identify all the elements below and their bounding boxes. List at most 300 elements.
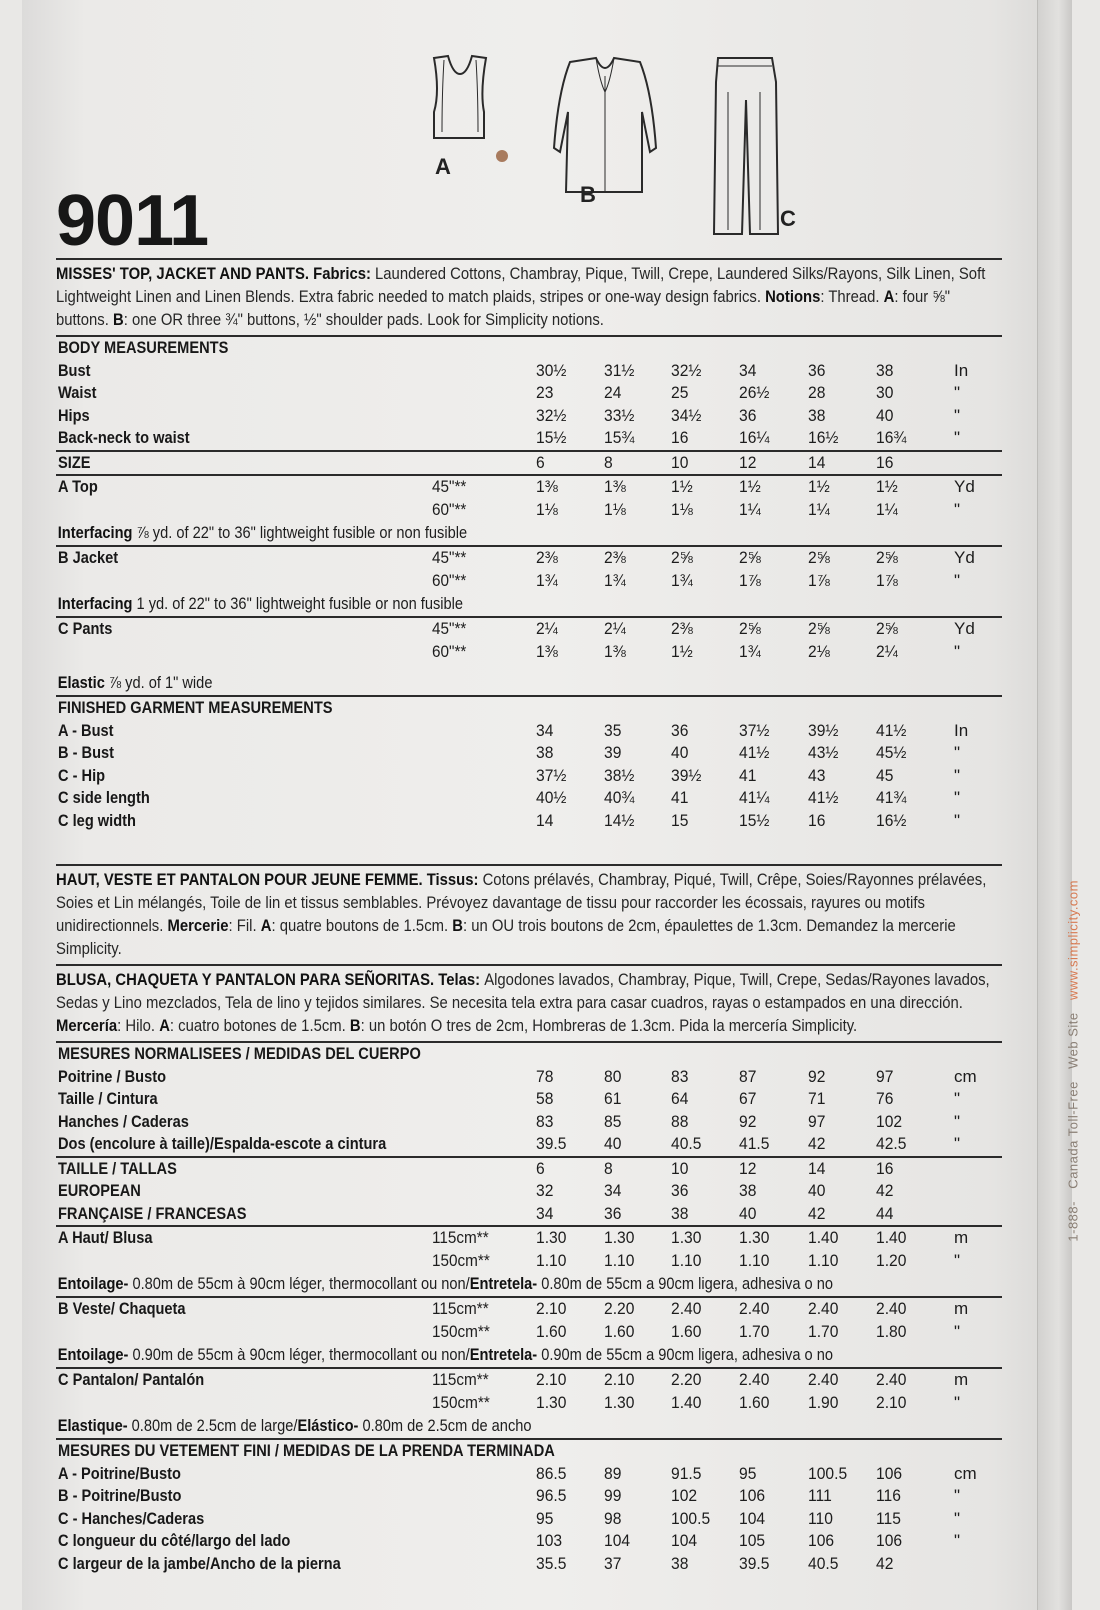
metric-finished-row: [56, 1463, 1002, 1486]
size-value: 16¾: [876, 428, 907, 447]
size-value: 1¾: [671, 570, 693, 590]
size-value: 39.5: [739, 1553, 770, 1573]
unit-label: ": [954, 765, 961, 785]
size-value: 2.40: [671, 1299, 702, 1318]
view-b-label: B: [580, 182, 596, 207]
size-value: 2⅝: [876, 619, 898, 638]
metric-size-row: [56, 1158, 1002, 1181]
size-value: 1.30: [671, 1228, 702, 1247]
size-value: 2⅝: [808, 548, 830, 567]
metric-finished-row: [56, 1508, 1002, 1531]
en-description-part: : four ⅝" buttons.: [56, 288, 951, 329]
size-value: 2⅜: [604, 548, 626, 567]
notions-term: Elastic: [57, 673, 105, 692]
size-value: 14½: [604, 810, 635, 830]
size-value: 16: [876, 452, 894, 472]
size-value: 35.5: [536, 1553, 567, 1573]
top-sketch: [434, 56, 486, 138]
size-value: 16½: [808, 428, 839, 447]
finished-row: [56, 742, 1002, 765]
es-description-part: : cuatro botones de 1.5cm.: [169, 1017, 350, 1035]
size-value: 100.5: [671, 1508, 711, 1528]
size-value: 44: [876, 1203, 894, 1223]
unit-label: ": [954, 428, 961, 447]
unit-label: ": [954, 405, 961, 425]
size-value: 16: [808, 810, 826, 830]
size-value: 1¼: [876, 499, 898, 519]
size-value: 83: [671, 1066, 689, 1086]
metric-body-row: [56, 1133, 1002, 1156]
size-value: 2.40: [739, 1370, 770, 1389]
size-value: 67: [739, 1089, 757, 1108]
metric-finished-row: [56, 1530, 1002, 1553]
size-value: 102: [876, 1111, 903, 1131]
notions-detail: 0.80m de 2.5cm de large/: [127, 1416, 298, 1435]
size-row: [56, 452, 1002, 475]
unit-label: ": [954, 1486, 961, 1505]
divider: [56, 258, 1002, 260]
notions-term: Entoilage-: [57, 1345, 129, 1364]
size-value: 1.10: [536, 1250, 567, 1270]
unit-label: ": [954, 499, 961, 519]
size-value: 2.40: [808, 1299, 839, 1318]
unit-label: In: [954, 360, 969, 380]
fabric-width: 45"**: [432, 548, 467, 567]
en-description: [56, 263, 1001, 332]
unit-label: ": [954, 1321, 961, 1341]
unit-label: m: [954, 1299, 969, 1318]
size-value: 1.10: [671, 1250, 702, 1270]
body-measure-row: [56, 405, 1002, 428]
spacer: [56, 832, 1002, 864]
size-value: 97: [808, 1111, 826, 1131]
fr-description: [56, 869, 1001, 961]
size-value: 42: [808, 1134, 826, 1153]
size-value: 1⅜: [604, 641, 626, 661]
size-value: 38: [876, 360, 894, 380]
yardage-row: [56, 476, 1002, 499]
en-description-part: Notions: [765, 288, 821, 306]
size-value: 2.40: [739, 1299, 770, 1318]
size-value: 2¼: [876, 641, 898, 661]
size-value: 35: [604, 720, 622, 740]
size-value: 16½: [876, 810, 907, 830]
spacer: [56, 663, 1002, 671]
fabric-width: 60"**: [432, 499, 467, 519]
fabric-width: 60"**: [432, 570, 467, 590]
metric-yardage-row: [56, 1227, 1002, 1250]
en-description-part: : one OR three ¾" buttons, ½" shoulder pads. Look for Simplicity notions.: [123, 311, 604, 329]
size-value: 1½: [876, 477, 898, 496]
metric-body-row-label: Taille / Cintura: [58, 1089, 158, 1108]
metric-body-row: [56, 1066, 1002, 1089]
size-value: 40: [671, 743, 689, 762]
size-value: 23: [536, 383, 554, 402]
notions-detail: 0.80m de 55cm à 90cm léger, thermocollant ou non/: [128, 1274, 470, 1293]
size-value: 39.5: [536, 1134, 567, 1153]
size-value: 1⅞: [739, 570, 761, 590]
es-description-part: Algodones lavados, Chambray, Pique, Twill, Crepe, Sedas/Rayones lavados, Sedas y Lino mezclados, Tela de lino y tejidos similares. Se necesita tela extra para casar cuadros, rayas o estampados en una dirección.: [56, 971, 990, 1012]
notions-note: [56, 671, 870, 695]
metric-yardage-row: [56, 1298, 1002, 1321]
unit-label: ": [954, 1392, 961, 1412]
es-description-part: : Hilo.: [117, 1017, 160, 1035]
size-value: 87: [739, 1066, 757, 1086]
size-value: 38: [671, 1553, 689, 1573]
size-value: 105: [739, 1531, 766, 1550]
size-value: 1.90: [808, 1392, 839, 1412]
size-value: 41¼: [739, 788, 770, 807]
size-value: 2⅝: [739, 619, 761, 638]
size-value: 40.5: [808, 1553, 839, 1573]
size-value: 34: [739, 360, 757, 380]
size-value: 41¾: [876, 788, 907, 807]
metric-yardage-row-label: A Haut/ Blusa: [58, 1228, 153, 1247]
size-value: 1.30: [739, 1228, 770, 1247]
unit-label: ": [954, 810, 961, 830]
size-value: 2.20: [604, 1299, 635, 1318]
size-value: 31½: [604, 360, 635, 380]
size-value: 14: [808, 452, 826, 472]
size-value: 64: [671, 1089, 689, 1108]
size-value: 1⅞: [808, 570, 830, 590]
size-value: 38½: [604, 765, 635, 785]
unit-label: Yd: [954, 477, 975, 496]
size-value: 110: [808, 1508, 833, 1528]
en-description-part: A: [883, 288, 895, 306]
fr-description-part: A: [260, 917, 272, 935]
size-value: 16¼: [739, 428, 770, 447]
size-value: 24: [604, 383, 622, 402]
en-description-part: B: [112, 311, 124, 329]
size-value: 16: [671, 428, 689, 447]
size-value: 42: [876, 1181, 894, 1200]
notions-detail: 1 yd. of 22" to 36" lightweight fusible or non fusible: [132, 594, 464, 613]
size-value: 111: [808, 1486, 832, 1505]
size-value: 1.40: [671, 1392, 702, 1412]
fabric-width: 150cm**: [432, 1250, 490, 1270]
size-value: 58: [536, 1089, 554, 1108]
size-value: 1½: [739, 477, 761, 496]
en-description-part: Fabrics:: [313, 265, 376, 283]
body-measure-row: [56, 427, 1002, 450]
size-value: 42.5: [876, 1134, 907, 1153]
pattern-details: [56, 258, 1002, 1575]
fabric-width: 115cm**: [432, 1228, 489, 1247]
metric-finished-title: [56, 1440, 1002, 1463]
size-value: 2.20: [671, 1370, 702, 1389]
finished-row: [56, 720, 1002, 743]
size-value: 2⅜: [671, 619, 693, 638]
size-value: 41: [739, 765, 757, 785]
view-c-label: C: [780, 206, 796, 231]
body-measurements-title: [56, 337, 1002, 360]
metric-finished-row: [56, 1553, 1002, 1576]
size-value: 26½: [739, 383, 770, 402]
size-value: 104: [671, 1531, 698, 1550]
size-value: 38: [808, 405, 826, 425]
size-value: 41½: [739, 743, 770, 762]
size-value: 14: [536, 810, 554, 830]
size-value: 28: [808, 383, 826, 402]
size-value: 1.10: [739, 1250, 770, 1270]
notions-detail: ⅞ yd. of 22" to 36" lightweight fusible or non fusible: [132, 523, 468, 542]
size-value: 86.5: [536, 1463, 567, 1483]
size-value: 41½: [808, 788, 839, 807]
notions-detail: ⅞ yd. of 1" wide: [104, 673, 213, 692]
size-value: 116: [876, 1486, 901, 1505]
size-value: 1⅜: [536, 477, 558, 496]
notions-term: Entretela-: [469, 1274, 538, 1293]
metric-finished-row-label: C longueur du côté/largo del lado: [58, 1531, 291, 1550]
body-measure-row-label: Back-neck to waist: [58, 428, 190, 447]
metric-finished-row-label: A - Poitrine/Busto: [58, 1463, 181, 1483]
es-description-part: A: [159, 1017, 170, 1035]
fr-description-part: : quatre boutons de 1.5cm.: [271, 917, 453, 935]
es-description-part: B: [349, 1017, 361, 1035]
view-a-label: A: [435, 154, 451, 179]
unit-label: ": [954, 743, 961, 762]
size-value: 1⅜: [604, 477, 626, 496]
size-value: 2⅝: [808, 619, 830, 638]
metric-body-row: [56, 1111, 1002, 1134]
size-value: 37½: [739, 720, 770, 740]
finished-row-label: C side length: [58, 788, 150, 807]
notions-term: Elastique-: [57, 1416, 128, 1435]
size-value: 76: [876, 1089, 894, 1108]
notions-detail: 0.80m de 55cm a 90cm ligera, adhesiva o no: [537, 1274, 833, 1293]
fr-description-part: HAUT, VESTE ET PANTALON POUR JEUNE FEMME.: [56, 871, 427, 889]
fabric-width: 150cm**: [432, 1321, 490, 1341]
size-value: 2.10: [536, 1370, 567, 1389]
fr-description-part: : Fil.: [228, 917, 261, 935]
size-value: 15½: [739, 810, 770, 830]
size-value: 106: [876, 1531, 903, 1550]
size-value: 1⅞: [876, 570, 898, 590]
size-value: 32½: [536, 405, 567, 425]
size-value: 2¼: [604, 619, 626, 638]
size-value: 43½: [808, 743, 839, 762]
metric-yardage-row: [56, 1250, 1002, 1273]
unit-label: ": [954, 1134, 961, 1153]
finished-title: [56, 697, 1002, 720]
size-value: 71: [808, 1089, 826, 1108]
size-value: 2⅝: [671, 548, 693, 567]
size-value: 42: [876, 1553, 894, 1573]
metric-body-row-label: Hanches / Caderas: [58, 1111, 189, 1131]
size-value: 61: [604, 1089, 622, 1108]
size-value: 1.20: [876, 1250, 907, 1270]
unit-label: ": [954, 1508, 961, 1528]
es-description-part: Mercería: [56, 1017, 118, 1035]
section-title: BODY MEASUREMENTS: [58, 338, 229, 357]
size-value: 41: [671, 788, 689, 807]
size-value: 32: [536, 1181, 554, 1200]
body-measure-row-label: Hips: [58, 405, 90, 425]
unit-label: cm: [954, 1463, 977, 1483]
unit-label: ": [954, 641, 961, 661]
size-value: 6: [536, 1158, 545, 1178]
unit-label: ": [954, 1089, 961, 1108]
size-value: 40¾: [604, 788, 635, 807]
size-value: 2.10: [536, 1299, 567, 1318]
divider: [56, 864, 1002, 866]
size-value: 43: [808, 765, 826, 785]
fr-description-part: Tissus:: [426, 871, 483, 889]
size-value: 1⅛: [671, 499, 693, 519]
size-value: 106: [808, 1531, 835, 1550]
pattern-number: 9011: [56, 181, 209, 261]
size-value: 30½: [536, 360, 567, 380]
size-value: 34: [536, 720, 554, 740]
size-value: 40: [876, 405, 894, 425]
body-measure-row-label: Waist: [58, 383, 97, 402]
size-value: 16: [876, 1158, 894, 1178]
size-value: 1.60: [739, 1392, 770, 1412]
unit-label: ": [954, 1111, 961, 1131]
size-value: 1.40: [876, 1228, 907, 1247]
size-value: 102: [671, 1486, 698, 1505]
size-value: 39½: [808, 720, 839, 740]
yardage-row-label: A Top: [58, 477, 98, 496]
body-measure-row: [56, 382, 1002, 405]
metric-finished-row-label: C largeur de la jambe/Ancho de la pierna: [58, 1553, 341, 1573]
fabric-width: 60"**: [432, 641, 467, 661]
size-value: 1.30: [604, 1228, 635, 1247]
es-description-part: Telas:: [438, 971, 485, 989]
size-value: 36: [604, 1203, 622, 1223]
size-value: 36: [671, 1181, 689, 1200]
notions-term: Elástico-: [297, 1416, 359, 1435]
unit-label: m: [954, 1228, 969, 1247]
notions-note: [56, 1414, 870, 1438]
size-value: 39½: [671, 765, 702, 785]
size-value: 104: [604, 1531, 631, 1550]
yardage-row: [56, 570, 1002, 593]
size-value: 45½: [876, 743, 907, 762]
size-value: 39: [604, 743, 622, 762]
metric-body-row-label: Dos (encolure à taille)/Espalda-escote a cintura: [58, 1134, 387, 1153]
en-description-part: MISSES' TOP, JACKET AND PANTS.: [56, 265, 314, 283]
fabric-width: 115cm**: [432, 1299, 489, 1318]
size-value: 1⅜: [536, 641, 558, 661]
size-value: 2⅛: [808, 641, 830, 661]
size-value: 32½: [671, 360, 702, 380]
size-value: 34½: [671, 405, 702, 425]
yardage-row: [56, 641, 1002, 664]
size-value: 1⅛: [536, 499, 558, 519]
size-value: 1.10: [808, 1250, 839, 1270]
notions-term: Interfacing: [57, 594, 133, 613]
metric-size-row-label: TAILLE / TALLAS: [58, 1158, 177, 1178]
notions-term: Entoilage-: [57, 1274, 129, 1293]
section-title: MESURES DU VETEMENT FINI / MEDIDAS DE LA PRENDA TERMINADA: [58, 1441, 555, 1460]
size-value: 2⅝: [739, 548, 761, 567]
body-measure-row-label: Bust: [58, 360, 91, 380]
size-value: 1.30: [536, 1228, 567, 1247]
size-value: 97: [876, 1066, 894, 1086]
size-value: 1.70: [739, 1321, 770, 1341]
en-description-part: : Thread.: [820, 288, 884, 306]
size-value: 92: [808, 1066, 826, 1086]
metric-body-title: [56, 1043, 1002, 1066]
pants-sketch: [714, 58, 778, 234]
size-value: 115: [876, 1508, 901, 1528]
size-value: 38: [671, 1203, 689, 1223]
size-value: 80: [604, 1066, 622, 1086]
size-value: 37: [604, 1553, 622, 1573]
finished-row: [56, 787, 1002, 810]
size-value: 2.40: [876, 1370, 907, 1389]
fabric-width: 45"**: [432, 619, 467, 638]
size-value: 2.40: [876, 1299, 907, 1318]
unit-label: ": [954, 1250, 961, 1270]
size-value: 1.60: [671, 1321, 702, 1341]
section-title: MESURES NORMALISEES / MEDIDAS DEL CUERPO: [58, 1044, 421, 1063]
size-value: 106: [876, 1463, 903, 1483]
size-value: 2.10: [604, 1370, 635, 1389]
unit-label: Yd: [954, 548, 975, 567]
metric-yardage-row: [56, 1369, 1002, 1392]
size-value: 1.60: [604, 1321, 635, 1341]
metric-finished-row-label: B - Poitrine/Busto: [58, 1486, 182, 1505]
fr-description-part: B: [452, 917, 463, 935]
size-value: 78: [536, 1066, 554, 1086]
size-row-label: SIZE: [58, 452, 91, 472]
yardage-row-label: B Jacket: [58, 548, 119, 567]
size-value: 89: [604, 1463, 622, 1483]
yardage-row: [56, 547, 1002, 570]
yardage-row-label: C Pants: [58, 619, 113, 638]
fr-description-part: Cotons prélavés, Chambray, Piqué, Twill, Crêpe, Soies/Rayonnes prélavées, Soies et Lin mélangés, Toile de lin et tissus semblables. Prévoyez davantage de tissu pour raccorder les écossais, rayures ou motifs unidirectionnels.: [56, 871, 987, 935]
notions-note: [56, 521, 870, 545]
size-value: 106: [739, 1486, 766, 1505]
size-value: 42: [808, 1203, 826, 1223]
size-value: 38: [536, 743, 554, 762]
metric-size-row: [56, 1203, 1002, 1226]
size-value: 34: [536, 1203, 554, 1223]
jacket-sketch: [554, 58, 656, 192]
size-value: 8: [604, 1158, 613, 1178]
metric-size-row-label: EUROPEAN: [58, 1181, 141, 1200]
size-value: 15½: [536, 428, 567, 447]
es-description: [56, 969, 1001, 1038]
size-value: 1¼: [808, 499, 830, 519]
size-value: 1.60: [536, 1321, 567, 1341]
unit-label: Yd: [954, 619, 975, 638]
size-value: 34: [604, 1181, 622, 1200]
finished-row-label: C - Hip: [58, 765, 106, 785]
unit-label: ": [954, 1531, 961, 1550]
yardage-row: [56, 618, 1002, 641]
size-value: 6: [536, 452, 545, 472]
finished-row-label: A - Bust: [58, 720, 114, 740]
size-value: 41.5: [739, 1134, 770, 1153]
notions-detail: 0.80m de 2.5cm de ancho: [358, 1416, 532, 1435]
size-value: 40.5: [671, 1134, 702, 1153]
finished-row: [56, 810, 1002, 833]
size-value: 33½: [604, 405, 635, 425]
size-value: 40: [808, 1181, 826, 1200]
notions-term: Entretela-: [469, 1345, 538, 1364]
metric-yardage-row-label: C Pantalon/ Pantalón: [58, 1370, 205, 1389]
size-value: 96.5: [536, 1486, 567, 1505]
size-value: 14: [808, 1158, 826, 1178]
side-strip-text: 1-888- Canada Toll-Free Web Site www.simplicity.com: [1066, 880, 1081, 1242]
size-value: 41½: [876, 720, 907, 740]
size-value: 1¾: [739, 641, 761, 661]
metric-body-row-label: Poitrine / Busto: [58, 1066, 167, 1086]
